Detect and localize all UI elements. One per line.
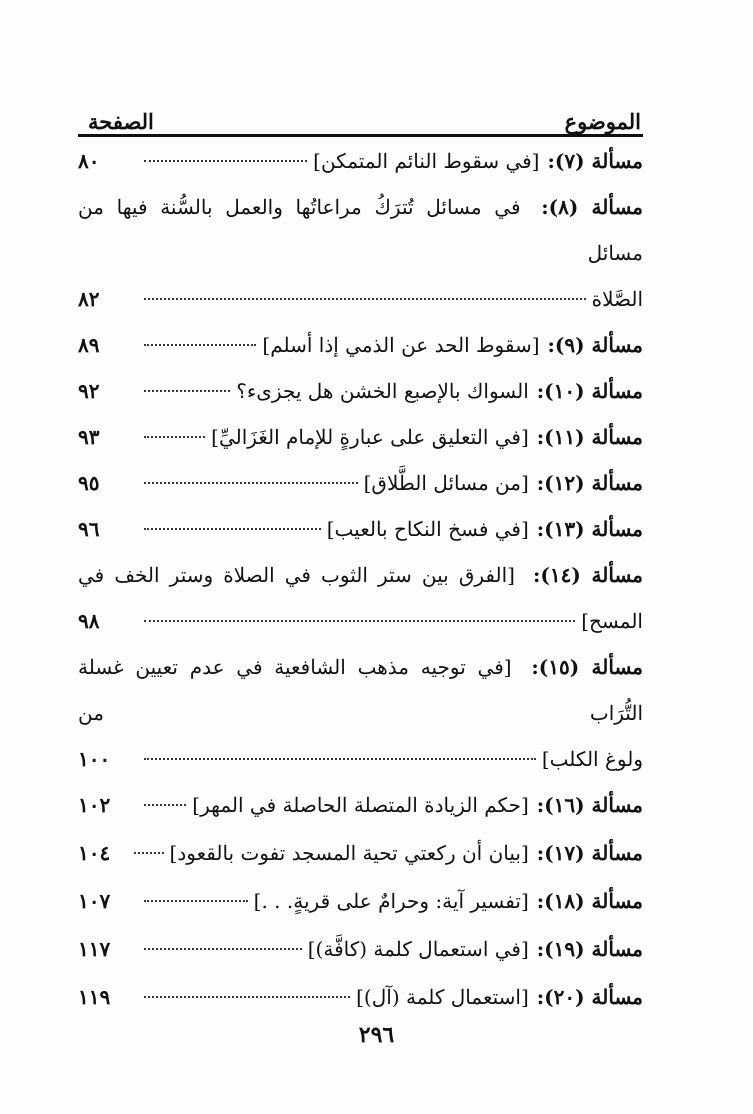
leader-dots (144, 900, 248, 902)
entry-page-number: ٩٥ (78, 471, 100, 495)
leader-dots (144, 160, 307, 162)
entry-label: مسألة (١٦): (536, 793, 643, 817)
entry-label: مسألة (١٤): (533, 563, 643, 587)
toc-entry-13 (78, 506, 643, 552)
toc-entry-14 (78, 552, 643, 644)
entry-label: مسألة (١٠): (536, 379, 643, 403)
entry-page-number: ١٠٤ (78, 841, 111, 865)
leader-dots (144, 298, 586, 300)
leader-dots (144, 482, 358, 484)
entry-page-number: ١١٧ (78, 937, 111, 961)
entry-title-line1: في مسائل تُترَكُ مراعاتُها والعمل بالسُّنة فيها من مسائل (78, 195, 643, 265)
entry-title: [في استعمال كلمة (كافَّة)] (307, 937, 529, 961)
entry-label: مسألة (١٢): (536, 471, 643, 495)
entry-title: [في فسخ النكاح بالعيب] (326, 517, 529, 541)
toc-header (78, 94, 643, 134)
entry-label: مسألة (١٥): (531, 655, 644, 679)
entry-page-number: ٨٠ (78, 149, 100, 173)
entry-page-number: ٨٢ (78, 287, 100, 311)
toc-entry-11 (78, 414, 643, 460)
subject-column-label: الموضوع (564, 109, 641, 134)
leader-dots (144, 804, 186, 806)
toc-entry-17 (78, 830, 643, 876)
entry-page-number: ٩٢ (78, 379, 100, 403)
entry-page-number: ٩٨ (78, 609, 100, 633)
entry-title-line1: [الفرق بين ستر الثوب في الصلاة وستر الخف في (78, 563, 515, 587)
toc-entry-15 (78, 644, 643, 782)
entry-label: مسألة (٩): (547, 333, 643, 357)
entry-label: مسألة (١٧): (536, 841, 643, 865)
entry-title: السواك بالإصبع الخشن هل يجزىء؟ (236, 379, 529, 403)
toc-entry-12 (78, 460, 643, 506)
entry-page-number: ١٠٢ (78, 793, 111, 817)
page-number-footer: ٢٩٦ (358, 1022, 395, 1048)
entry-title: [استعمال كلمة (آل)] (356, 985, 529, 1009)
header-rule (78, 134, 643, 137)
leader-dots (144, 758, 536, 760)
entry-label: مسألة (١٩): (536, 937, 643, 961)
leader-dots (144, 948, 302, 950)
leader-dots (144, 996, 350, 998)
toc-entry-18 (78, 878, 643, 924)
entry-page-number: ١١٩ (78, 985, 111, 1009)
entry-label: مسألة (١٣): (536, 517, 643, 541)
page-column-label: الصفحة (88, 109, 154, 134)
leader-dots (144, 620, 575, 622)
entry-title: [حكم الزيادة المتصلة الحاصلة في المهر] (192, 793, 529, 817)
entry-label: مسألة (١٨): (536, 889, 643, 913)
toc-list (78, 138, 643, 1020)
entry-page-number: ٩٣ (78, 425, 100, 449)
entry-title: [في التعليق على عبارةٍ للإمام الغَزَاليِّ] (211, 425, 529, 449)
entry-label: مسألة (٢٠): (536, 985, 643, 1009)
leader-dots (144, 344, 256, 346)
leader-dots (134, 852, 164, 854)
toc-entry-16 (78, 782, 643, 828)
entry-title: [بيان أن ركعتي تحية المسجد تفوت بالقعود] (169, 841, 529, 865)
entry-label: مسألة (١١): (536, 425, 643, 449)
entry-title: ولوغ الكلب] (541, 747, 643, 771)
entry-page-number: ٨٩ (78, 333, 100, 357)
toc-entry-7 (78, 138, 643, 184)
entry-label: مسألة (٧): (547, 149, 643, 173)
toc-entry-19 (78, 926, 643, 972)
entry-title: [سقوط الحد عن الذمي إذا أسلم] (262, 333, 540, 357)
entry-title: [تفسير آية: وحرامٌ على قريةٍ. . .] (253, 889, 529, 913)
entry-page-number: ١٠٠ (78, 747, 111, 771)
entry-title: المسح] (581, 609, 643, 633)
entry-title-line1: [في توجيه مذهب الشافعية في عدم تعيين غسلة التُّرَاب من (78, 655, 643, 725)
entry-title: الصَّلاة (591, 287, 643, 311)
toc-entry-20 (78, 974, 643, 1020)
entry-title: [في سقوط النائم المتمكن] (313, 149, 540, 173)
leader-dots (144, 390, 230, 392)
toc-entry-8 (78, 184, 643, 322)
leader-dots (144, 528, 321, 530)
entry-page-number: ١٠٧ (78, 889, 111, 913)
entry-title: [من مسائل الطَّلاق] (363, 471, 529, 495)
entry-label: مسألة (٨): (541, 195, 644, 219)
leader-dots (144, 436, 205, 438)
entry-page-number: ٩٦ (78, 517, 100, 541)
toc-entry-9 (78, 322, 643, 368)
toc-entry-10 (78, 368, 643, 414)
